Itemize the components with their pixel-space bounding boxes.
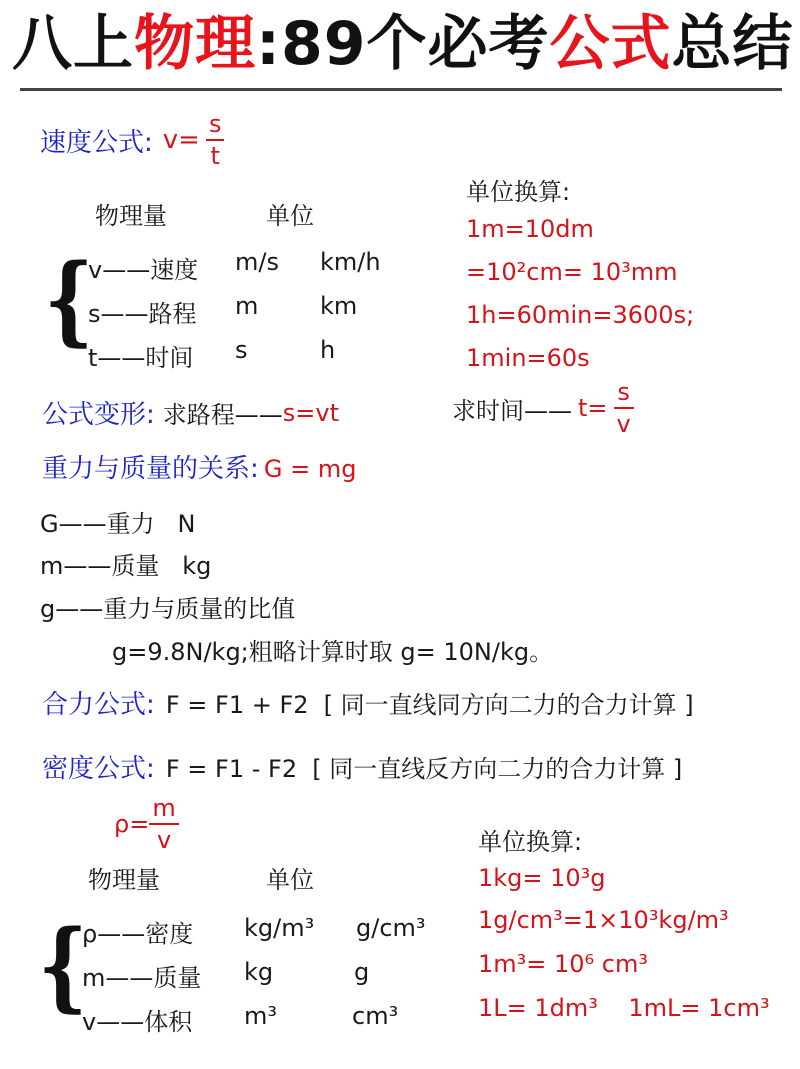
transform-label: 公式变形: — [42, 400, 155, 430]
left-brace-icon: { — [38, 909, 88, 1022]
conversion-line: 1kg= 10³g — [478, 864, 606, 892]
density-note: [ 同一直线反方向二力的合力计算 ] — [312, 755, 683, 783]
transform-time-text: 求时间—— — [452, 396, 572, 425]
transform-time-lhs: t= — [578, 394, 608, 422]
fraction-bar — [149, 823, 178, 825]
unit-cell: m — [235, 292, 259, 320]
left-brace-icon: { — [44, 243, 94, 356]
title-part-highlight: 公式 — [549, 9, 672, 79]
column-header-quantity: 物理量 — [95, 202, 167, 230]
unit-cell: g/cm³ — [356, 914, 426, 942]
unit-cell: m/s — [235, 248, 279, 276]
density-formula-value: F = F1 - F2 — [165, 755, 298, 783]
quantity-cell: v——速度 — [88, 256, 199, 284]
speed-formula — [40, 112, 224, 168]
resultant-formula-value: F = F1 + F2 — [165, 691, 309, 719]
gravity-line: g=9.8N/kg;粗略计算时取 g= 10N/kg。 — [112, 638, 554, 666]
gravity-line: m——质量 kg — [40, 552, 212, 580]
page-title — [12, 8, 794, 80]
conversion-line: 1g/cm³=1×10³kg/m³ — [478, 906, 729, 934]
transform-path-text: 求路程—— — [162, 401, 283, 429]
conversion-line: 1m=10dm — [466, 215, 594, 243]
resultant-label: 合力公式: — [42, 690, 155, 720]
speed-formula-label: 速度公式: — [40, 127, 153, 158]
gravity-formula — [42, 448, 356, 485]
conversion-line: 1h=60min=3600s; — [466, 301, 695, 329]
fraction-numerator: s — [208, 110, 222, 138]
rho-lhs: ρ= — [114, 810, 150, 838]
conversion-line: =10²cm= 10³mm — [466, 258, 678, 286]
conversion-title: 单位换算: — [466, 178, 571, 206]
quantity-cell: ρ——密度 — [82, 920, 194, 948]
resultant-note: [ 同一直线同方向二力的合力计算 ] — [323, 691, 694, 719]
resultant-force-formula — [42, 684, 694, 721]
conversion-line: 1m³= 10⁶ cm³ — [478, 950, 648, 978]
title-part-highlight: 物理 — [134, 9, 256, 79]
unit-cell: kg — [244, 958, 274, 986]
gravity-line: g——重力与质量的比值 — [40, 595, 296, 623]
density-rho-formula — [114, 796, 179, 852]
conversion-line: 1min=60s — [466, 344, 590, 372]
column-header-quantity: 物理量 — [88, 866, 160, 894]
quantity-cell: t——时间 — [88, 344, 194, 372]
title-part: 八上 — [12, 9, 134, 79]
quantity-cell: m——质量 — [82, 964, 202, 992]
unit-cell: s — [235, 336, 248, 364]
fraction-denominator: t — [210, 142, 220, 170]
fraction-bar — [206, 139, 225, 141]
unit-cell: kg/m³ — [244, 914, 315, 942]
unit-cell: g — [354, 958, 370, 986]
column-header-unit: 单位 — [266, 866, 314, 894]
fraction-denominator: v — [616, 410, 631, 438]
conversion-line: 1L= 1dm³ 1mL= 1cm³ — [478, 994, 770, 1022]
gravity-label: 重力与质量的关系: — [42, 454, 259, 484]
unit-cell: cm³ — [352, 1002, 399, 1030]
fraction-denominator: v — [156, 826, 172, 854]
fraction-numerator: s — [617, 378, 630, 406]
time-transform — [452, 380, 634, 436]
unit-cell: km/h — [320, 248, 381, 276]
formula-transform — [42, 394, 339, 431]
unit-cell: km — [320, 292, 358, 320]
fraction-bar — [614, 407, 634, 409]
unit-cell: m³ — [244, 1002, 277, 1030]
gravity-formula-value: G = mg — [263, 455, 357, 483]
transform-path-formula: s=vt — [282, 398, 339, 427]
gravity-line: G——重力 N — [40, 510, 196, 538]
fraction-numerator: m — [152, 794, 176, 822]
quantity-cell: v——体积 — [82, 1008, 193, 1036]
column-header-unit: 单位 — [266, 202, 314, 230]
quantity-cell: s——路程 — [88, 300, 197, 328]
density-fraction — [149, 796, 178, 852]
density-formula — [42, 748, 682, 785]
title-divider — [20, 88, 782, 91]
density-label: 密度公式: — [42, 754, 155, 784]
time-fraction — [614, 380, 634, 436]
speed-formula-lhs: v= — [162, 125, 200, 155]
unit-cell: h — [320, 336, 336, 364]
title-part: :89个必考 — [256, 9, 550, 79]
conversion-title: 单位换算: — [478, 828, 583, 856]
title-part: 总结 — [671, 9, 794, 79]
speed-fraction — [206, 112, 225, 168]
